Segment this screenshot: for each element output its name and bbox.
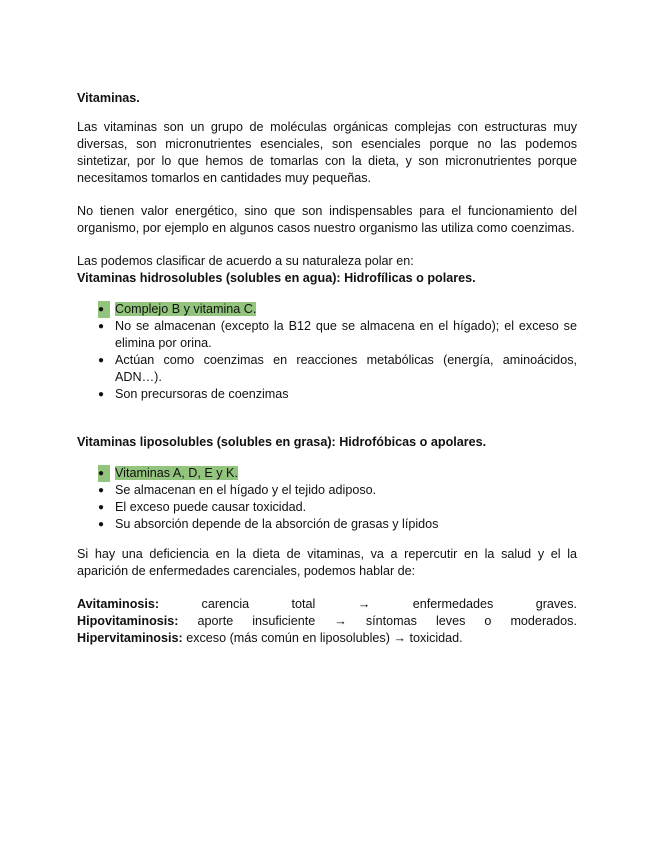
word: insuficiente — [252, 614, 316, 628]
energy-paragraph: No tienen valor energético, sino que son indispensables para el funcionamiento del organismo, por ejemplo en algunos casos nuestro organismo las utiliza como coenzimas. — [77, 204, 577, 235]
word: síntomas — [365, 614, 417, 628]
list-item-text: Son precursoras de coenzimas — [115, 387, 289, 401]
deficiency-types — [77, 596, 577, 647]
bullet-icon: ● — [98, 389, 105, 400]
hipervitaminosis-term: Hipervitaminosis: — [77, 631, 183, 645]
hipervitaminosis-row — [77, 630, 577, 647]
word: carencia — [201, 597, 250, 611]
word: moderados. — [510, 614, 577, 628]
word: o — [484, 614, 492, 628]
list-item — [77, 516, 577, 533]
list-item-text: Vitaminas A, D, E y K. — [115, 466, 238, 480]
list-item — [77, 499, 577, 516]
hipovitaminosis-row — [77, 613, 577, 630]
list-item-text: No se almacenan (excepto la B12 que se almacena en el hígado); el exceso se elimina por orina. — [115, 319, 577, 350]
list-item — [77, 482, 577, 499]
list-item — [77, 352, 577, 386]
list-item-text: Se almacenan en el hígado y el tejido adiposo. — [115, 483, 377, 497]
word: enfermedades — [412, 597, 494, 611]
avitaminosis-term: Avitaminosis: — [77, 597, 160, 611]
word: leves — [435, 614, 466, 628]
bullet-icon: ● — [98, 321, 105, 332]
classify-paragraph: Las podemos clasificar de acuerdo a su naturaleza polar en: — [77, 254, 414, 268]
bullet-icon: ● — [98, 502, 105, 513]
doc-title: Vitaminas. — [77, 91, 140, 105]
list-item-text: Complejo B y vitamina C. — [115, 302, 257, 316]
hydro-list — [77, 301, 577, 403]
arrow-icon: → — [357, 597, 371, 611]
bullet-icon: ● — [98, 301, 110, 318]
list-item — [95, 465, 577, 482]
hipervitaminosis-desc: exceso (más común en liposolubles) → toxicidad. — [186, 631, 463, 645]
word: total — [291, 597, 316, 611]
lipo-list — [77, 465, 577, 533]
bullet-icon: ● — [98, 355, 105, 366]
bullet-icon: ● — [98, 465, 110, 482]
deficiency-paragraph: Si hay una deficiencia en la dieta de vitaminas, va a repercutir en la salud y el la aparición de enfermedades carenciales, podemos hablar de: — [77, 547, 577, 578]
intro-paragraph: Las vitaminas son un grupo de moléculas orgánicas complejas con estructuras muy diversas, son micronutrientes esenciales, son esenciales porque no las podemos sintetizar, por lo que hemos de tomarlas con la dieta, y son micronutrientes porque necesitamos tomarlos en cantidades muy pequeñas. — [77, 120, 577, 185]
list-item-text: El exceso puede causar toxicidad. — [115, 500, 307, 514]
list-item — [77, 318, 577, 352]
arrow-icon: → — [334, 614, 347, 628]
document-body — [77, 90, 577, 647]
bullet-icon: ● — [98, 519, 105, 530]
bullet-icon: ● — [98, 485, 105, 496]
list-item-text: Actúan como coenzimas en reacciones metabólicas (energía, aminoácidos, ADN…). — [115, 353, 577, 384]
hipovitaminosis-term: Hipovitaminosis: — [77, 614, 179, 628]
list-item — [77, 386, 577, 403]
lipo-heading: Vitaminas liposolubles (solubles en grasa): Hidrofóbicas o apolares. — [77, 435, 487, 449]
word: aporte — [197, 614, 234, 628]
avitaminosis-row — [77, 596, 577, 613]
list-item — [95, 301, 577, 318]
list-item-text: Su absorción depende de la absorción de grasas y lípidos — [115, 517, 439, 531]
hydro-heading: Vitaminas hidrosolubles (solubles en agua): Hidrofílicas o polares. — [77, 271, 476, 285]
word: graves. — [535, 597, 577, 611]
